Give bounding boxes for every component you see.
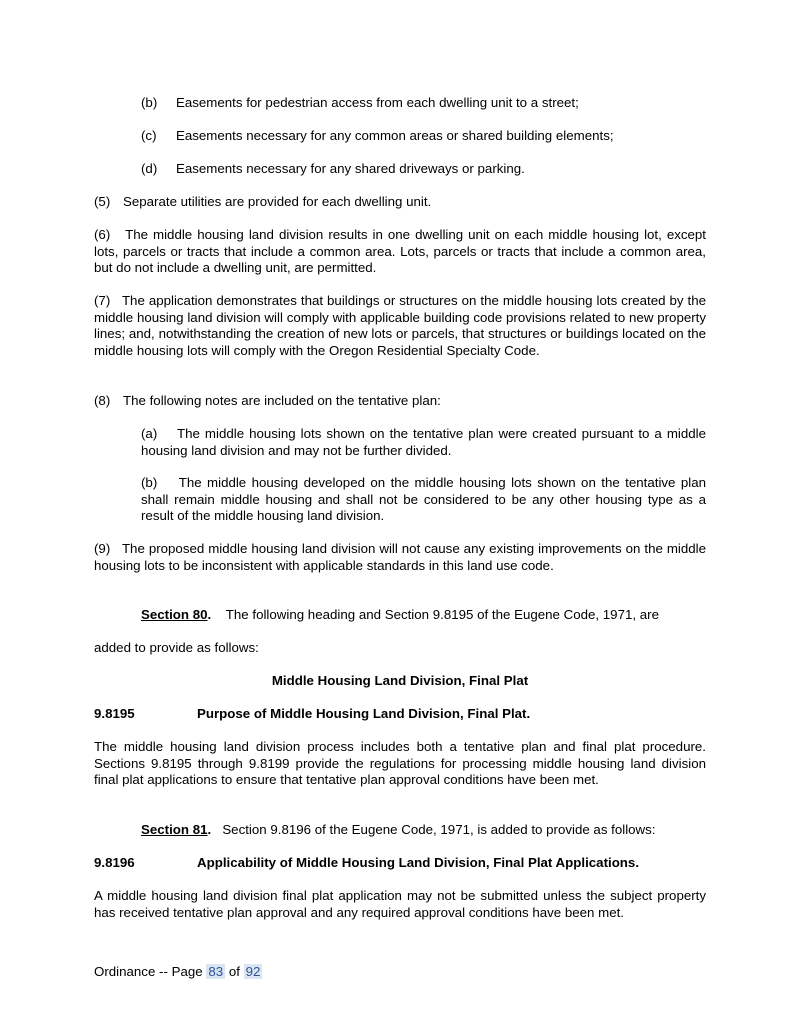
section-label: Section 80 [141, 607, 208, 622]
paragraph-8 [94, 393, 706, 410]
paragraph-9-8196: A middle housing land division final plat application may not be submitted unless the subject property has received tentative plan approval and any required approval conditions have been met. [94, 888, 706, 920]
item-text: The middle housing developed on the middle housing lots shown on the tentative plan shall remain middle housing and shall not be considered to be any other housing type as a result of the middle housing land division. [141, 475, 706, 523]
item-label: (d) [141, 161, 158, 176]
section-label-dot: . [207, 607, 212, 622]
section-80-intro [141, 607, 706, 624]
section-label: Section 81 [141, 822, 208, 837]
item-label: (b) [141, 95, 158, 110]
section-heading-9-8195 [94, 706, 706, 723]
paragraph-9-8195: The middle housing land division process includes both a tentative plan and final plat procedure. Sections 9.8195 through 9.8199 provide the regulations for processing middle housing land division final plat applications to ensure that tentative plan approval conditions have been met. [94, 739, 706, 787]
paragraph-8a [141, 426, 706, 459]
section-title: Purpose of Middle Housing Land Division, Final Plat. [197, 706, 531, 721]
centered-heading: Middle Housing Land Division, Final Plat [271, 673, 529, 688]
paragraph-5 [94, 194, 706, 211]
paragraph-number: (6) [94, 227, 111, 242]
paragraph-text: The proposed middle housing land division will not cause any existing improvements on the middle housing lots to be inconsistent with applicable standards in this land use code. [94, 541, 706, 573]
section-text: Section 9.8196 of the Eugene Code, 1971, is added to provide as follows: [222, 822, 656, 837]
paragraph-text: The middle housing land division results in one dwelling unit on each middle housing lot, except lots, parcels or tracts that include a common area. Lots, parcels or tracts that include a common area, but do not include a dwelling unit, are permitted. [94, 227, 707, 275]
list-item-b [141, 95, 706, 112]
section-code: 9.8196 [94, 855, 135, 870]
section-label-dot: . [207, 822, 212, 837]
section-text: The following heading and Section 9.8195 of the Eugene Code, 1971, are [225, 607, 659, 622]
section-heading-9-8196 [94, 855, 706, 872]
paragraph-text: The application demonstrates that buildings or structures on the middle housing lots created by the middle housing land division will comply with applicable building code provisions related to new property lines; and, notwithstanding the creation of new lots or parcels, that structures or buildings located on the middle housing lots will comply with the Oregon Residential Specialty Code. [94, 293, 706, 358]
paragraph-number: (8) [94, 393, 111, 408]
item-label: (c) [141, 128, 157, 143]
paragraph-number: (5) [94, 194, 111, 209]
section-80-continuation [94, 640, 706, 657]
section-81-intro [141, 822, 706, 839]
item-label: (b) [141, 475, 158, 490]
paragraph-number: (7) [94, 293, 111, 308]
paragraph-number: (9) [94, 541, 111, 556]
footer-prefix: Ordinance -- Page [94, 964, 203, 979]
item-text: Easements for pedestrian access from each dwelling unit to a street; [176, 95, 579, 110]
section-code: 9.8195 [94, 706, 135, 721]
paragraph-9 [94, 541, 706, 574]
list-item-d [141, 161, 706, 178]
paragraph-8b [141, 475, 706, 525]
paragraph-6 [94, 227, 706, 277]
section-title: Applicability of Middle Housing Land Division, Final Plat Applications. [197, 855, 640, 870]
list-item-c [141, 128, 706, 145]
item-text: Easements necessary for any common areas or shared building elements; [176, 128, 614, 143]
paragraph-text: The following notes are included on the tentative plan: [123, 393, 441, 408]
paragraph-text: Separate utilities are provided for each dwelling unit. [123, 194, 432, 209]
item-label: (a) [141, 426, 158, 441]
page-footer [94, 964, 262, 981]
item-text: Easements necessary for any shared driveways or parking. [176, 161, 525, 176]
item-text: The middle housing lots shown on the tentative plan were created pursuant to a middle housing land division and may not be further divided. [141, 426, 706, 458]
total-pages-field: 92 [245, 964, 261, 979]
page-number-field: 83 [208, 964, 224, 979]
section-text-continued: added to provide as follows: [94, 640, 259, 655]
footer-of: of [228, 964, 240, 979]
paragraph-7 [94, 293, 706, 359]
